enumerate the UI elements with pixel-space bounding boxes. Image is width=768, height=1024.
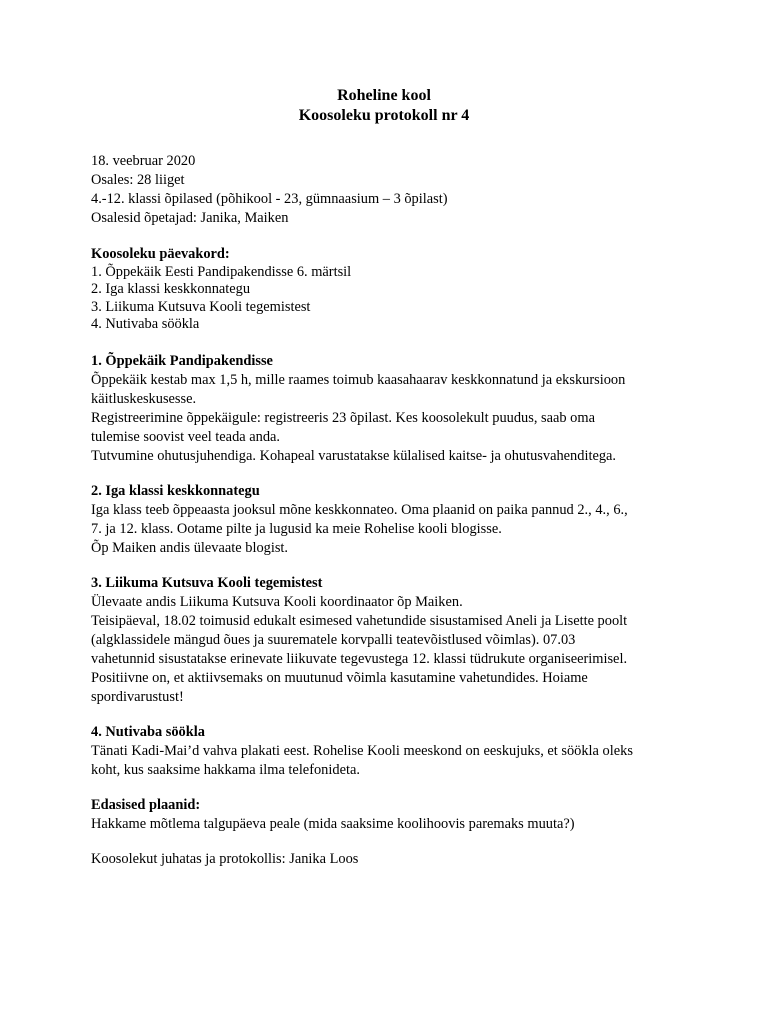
meeting-students: 4.-12. klassi õpilased (põhikool - 23, gümnaasium – 3 õpilast) [91, 191, 448, 207]
section-line: Registreerimine õppekäigule: registreeris 23 õpilast. Kes koosolekult puudus, saab oma [91, 409, 595, 426]
section-line: Tutvumine ohutusjuhendiga. Kohapeal varustatakse külalised kaitse- ja ohutusvahenditega. [91, 447, 617, 464]
section-heading: 3. Liikuma Kutsuva Kooli tegemistest [91, 574, 323, 591]
spacer [91, 466, 691, 482]
section-line: Õp Maiken andis ülevaate blogist. [91, 539, 289, 556]
section-line: spordivarustust! [91, 688, 184, 705]
agenda-item: 4. Nutivaba söökla [91, 316, 200, 332]
spacer [91, 558, 691, 574]
agenda-heading: Koosoleku päevakord: [91, 246, 230, 262]
agenda-item: 1. Õppekäik Eesti Pandipakendisse 6. märtsil [91, 263, 352, 280]
document-subtitle: Koosoleku protokoll nr 4 [298, 107, 470, 124]
section-active-school [91, 574, 691, 707]
meeting-date: 18. veebruar 2020 [91, 153, 196, 169]
section-phone-free-canteen [91, 723, 691, 780]
spacer [91, 780, 691, 796]
agenda-item: 3. Liikuma Kutsuva Kooli tegemistest [91, 298, 311, 315]
meeting-meta [91, 152, 691, 228]
agenda-item: 2. Iga klassi keskkonnategu [91, 281, 251, 297]
section-line: Hakkame mõtlema talgupäeva peale (mida saaksime koolihoovis paremaks muuta?) [91, 815, 575, 832]
section-line: koht, kus saaksime hakkama ilma telefonideta. [91, 761, 360, 778]
meeting-teachers: Osalesid õpetajad: Janika, Maiken [91, 210, 289, 226]
agenda-section [91, 246, 691, 334]
section-line: vahetunnid sisustatakse erinevate liikuvate tegevustega 12. klassi tüdrukute organiseerimisel. [91, 650, 628, 667]
document-title: Roheline kool [337, 87, 431, 104]
meeting-attendance: Osales: 28 liiget [91, 172, 185, 188]
spacer [91, 334, 691, 352]
section-line: Ülevaate andis Liikuma Kutsuva Kooli koordinaator õp Maiken. [91, 593, 463, 610]
section-line: käitluskeskusesse. [91, 390, 197, 407]
section-line: Positiivne on, et aktiivsemaks on muutunud võimla kasutamine vahetundides. Hoiame [91, 669, 588, 686]
document-body [91, 152, 691, 869]
section-line: tulemise soovist veel teada anda. [91, 428, 281, 445]
section-heading: 2. Iga klassi keskkonnategu [91, 482, 260, 499]
section-line: Tänati Kadi-Mai’d vahva plakati eest. Rohelise Kooli meeskond on eeskujuks, et söökla oleks [91, 742, 633, 759]
section-heading: 4. Nutivaba söökla [91, 723, 205, 740]
section-future-plans [91, 796, 691, 834]
section-line: Teisipäeval, 18.02 toimusid edukalt esimesed vahetundide sisustamised Aneli ja Lisette poolt [91, 612, 628, 629]
section-heading: Edasised plaanid: [91, 796, 201, 813]
section-line: Õppekäik kestab max 1,5 h, mille raames toimub kaasahaarav keskkonnatund ja ekskursioon [91, 371, 626, 388]
section-line: Iga klass teeb õppeaasta jooksul mõne keskkonnateo. Oma plaanid on paika pannud 2., 4., 6., [91, 501, 628, 518]
spacer [91, 228, 691, 246]
section-line: 7. ja 12. klass. Ootame pilte ja lugusid ka meie Rohelise kooli blogisse. [91, 520, 502, 537]
section-environment-deed [91, 482, 691, 558]
section-line: (algklassidele mängud õues ja suurematele korvpalli teatevõistlused võimlas). 07.03 [91, 631, 576, 648]
title-block [0, 86, 768, 126]
section-heading: 1. Õppekäik Pandipakendisse [91, 352, 273, 369]
spacer [91, 707, 691, 723]
spacer [91, 834, 691, 850]
section-excursion [91, 352, 691, 466]
signature-line: Koosolekut juhatas ja protokollis: Janika Loos [91, 850, 359, 867]
